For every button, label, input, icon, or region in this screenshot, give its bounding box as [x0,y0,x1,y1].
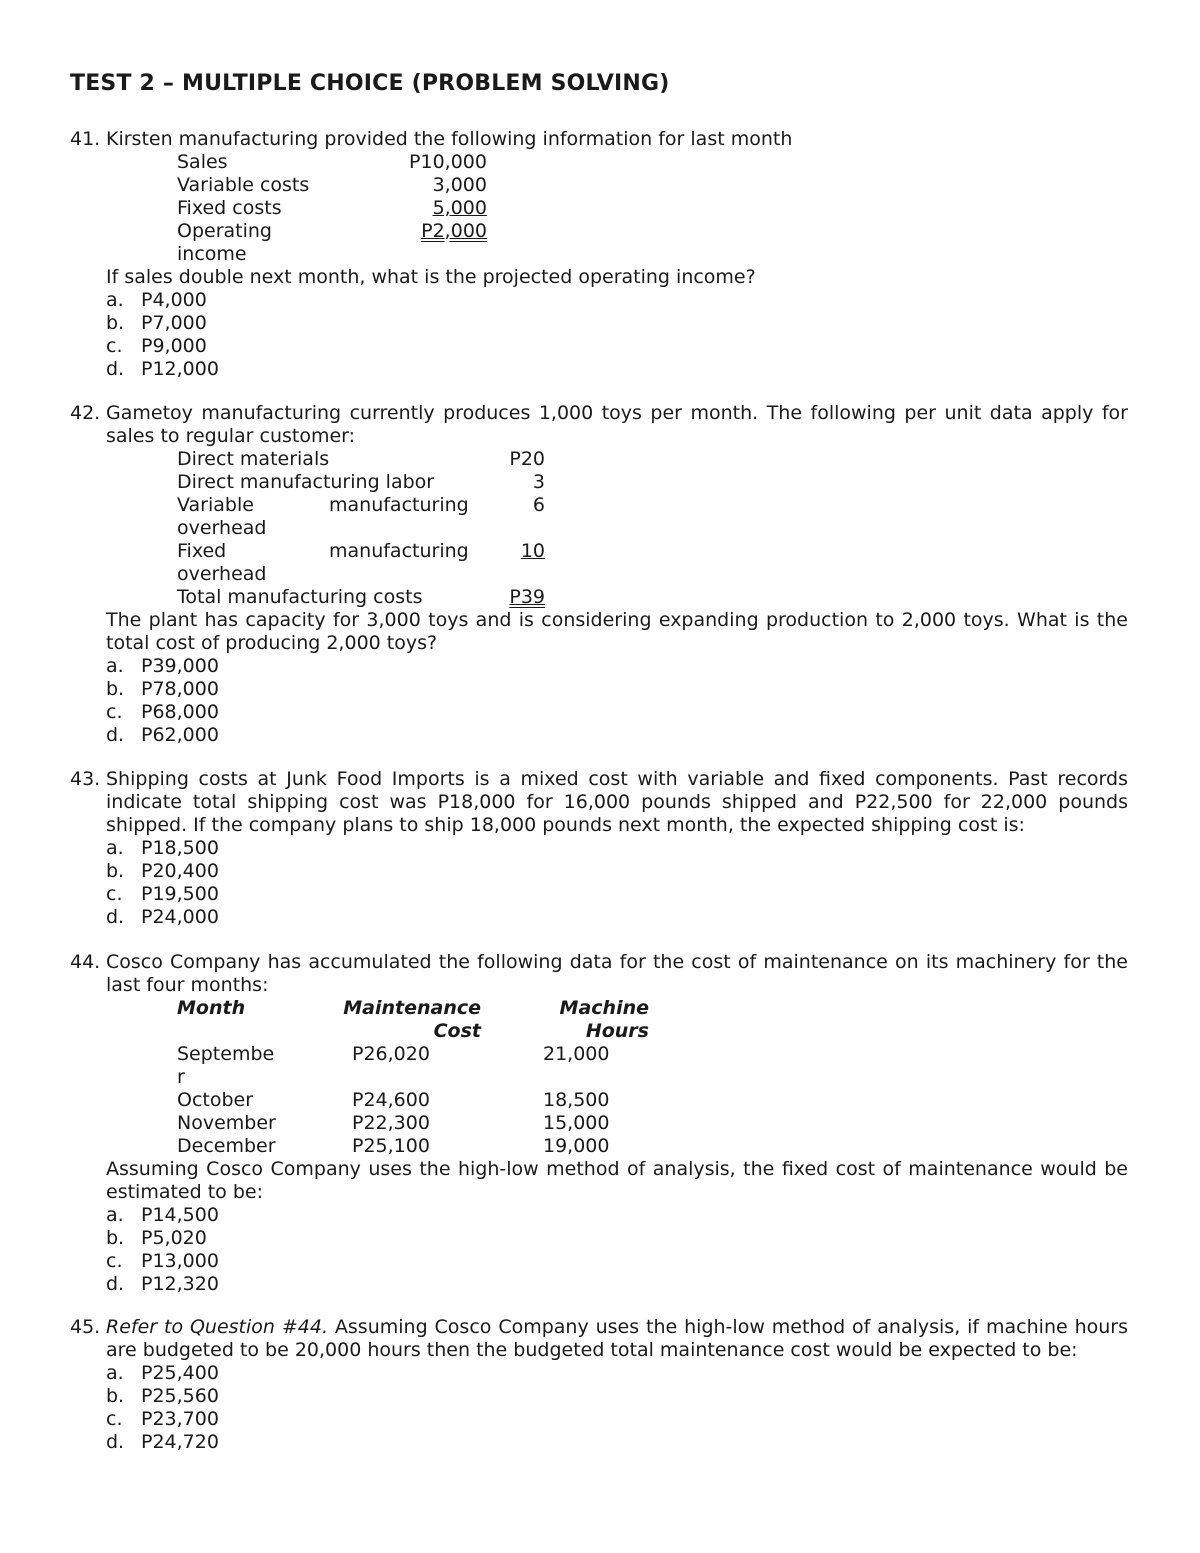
table-row [177,1135,1128,1158]
answer-options [106,837,1128,929]
column-header-month: Month [177,997,246,1019]
table-header-row [177,997,1128,1043]
table-row [177,151,1128,174]
column-header-hours: Machine [559,997,649,1019]
hours-cell: 19,000 [543,1135,610,1157]
row-label: Total manufacturing costs [177,586,423,608]
answer-options [106,1362,1128,1454]
row-value: 3,000 [432,174,487,196]
question-41 [70,128,1128,381]
month-cell: Septembe [177,1043,275,1065]
row-label-continued: overhead [177,517,267,539]
option-d[interactable]: d. P24,000 [106,906,219,928]
question-number: 41. [70,128,101,150]
option-b[interactable]: b. P20,400 [106,860,219,882]
table-row [177,540,1128,586]
column-header-hours-continued: Hours [585,1020,649,1042]
row-value: 10 [520,540,545,562]
row-value: P39 [509,586,545,608]
answer-options [106,655,1128,747]
table-row [177,1089,1128,1112]
question-text: Cosco Company has accumulated the following data for the cost of maintenance on its machinery for the last four months: [106,951,1128,996]
question-text: Shipping costs at Junk Food Imports is a mixed cost with variable and fixed components. Past records indicate total shipping cost was P18,000 for 16,000 pounds shipped and P22,500 for 22,000 pounds shipped. If the company plans to ship 18,000 pounds next month, the expected shipping cost is: [106,768,1128,836]
option-b[interactable]: b. P5,020 [106,1227,207,1249]
option-d[interactable]: d. P24,720 [106,1431,219,1453]
month-cell: October [177,1089,254,1111]
row-label: Direct materials [177,448,330,470]
answer-options [106,1204,1128,1296]
column-header-cost: Maintenance [343,997,481,1019]
row-value: 3 [532,471,545,493]
question-number: 44. [70,951,101,973]
table-row [177,586,1128,609]
month-cell-continued: r [177,1066,185,1088]
cost-cell: P22,300 [352,1112,430,1134]
option-c[interactable]: c. P23,700 [106,1408,219,1430]
row-label: Sales [177,151,228,173]
question-text [106,1316,1128,1362]
cost-cell: P26,020 [352,1043,430,1065]
row-label-continued: income [177,243,247,265]
table-row [177,197,1128,220]
question-number: 42. [70,402,101,424]
question-number: 45. [70,1316,101,1338]
question-prompt: If sales double next month, what is the projected operating income? [106,266,756,288]
hours-cell: 18,500 [543,1089,610,1111]
option-b[interactable]: b. P78,000 [106,678,219,700]
page-title: TEST 2 – MULTIPLE CHOICE (PROBLEM SOLVING) [70,71,670,96]
row-label: Direct manufacturing labor [177,471,435,493]
option-a[interactable]: a. P25,400 [106,1362,219,1384]
question-text: Gametoy manufacturing currently produces 1,000 toys per month. The following per unit data apply for sales to regular customer: [106,402,1128,447]
cost-cell: P24,600 [352,1089,430,1111]
table-row [177,1043,1128,1089]
row-label: Variable [177,494,254,516]
row-value: 5,000 [432,197,487,219]
row-label: Variable costs [177,174,310,196]
hours-cell: 21,000 [543,1043,610,1065]
question-44 [70,951,1128,1296]
option-a[interactable]: a. P14,500 [106,1204,219,1226]
question-43 [70,768,1128,929]
table-row [177,494,1128,540]
option-c[interactable]: c. P9,000 [106,335,207,357]
maintenance-table [177,997,1128,1158]
question-text-body: Assuming Cosco Company uses the high-low method of analysis, if machine hours are budgeted to be 20,000 hours then the budgeted total maintenance cost would be expected to be: [106,1316,1129,1361]
month-cell: November [177,1112,276,1134]
row-label: Fixed costs [177,197,282,219]
option-b[interactable]: b. P25,560 [106,1385,219,1407]
option-a[interactable]: a. P39,000 [106,655,219,677]
hours-cell: 15,000 [543,1112,610,1134]
income-table [177,151,1128,266]
question-prompt: The plant has capacity for 3,000 toys and is considering expanding production to 2,000 toys. What is the total cost of producing 2,000 toys? [106,609,1128,654]
option-d[interactable]: d. P12,000 [106,358,219,380]
option-d[interactable]: d. P62,000 [106,724,219,746]
question-45 [70,1316,1128,1454]
option-a[interactable]: a. P18,500 [106,837,219,859]
cost-table [177,448,1128,609]
question-number: 43. [70,768,101,790]
table-row [177,220,1128,266]
cost-cell: P25,100 [352,1135,430,1157]
row-value: P20 [509,448,545,470]
row-label-continued: overhead [177,563,267,585]
table-row [177,471,1128,494]
option-a[interactable]: a. P4,000 [106,289,207,311]
month-cell: December [177,1135,276,1157]
row-label-middle: manufacturing [329,494,469,516]
column-header-cost-continued: Cost [433,1020,481,1042]
row-label: Operating [177,220,272,242]
question-reference: Refer to Question #44. [106,1316,328,1338]
row-value: P10,000 [409,151,487,173]
option-c[interactable]: c. P68,000 [106,701,219,723]
row-value: 6 [532,494,545,516]
answer-options [106,289,1128,381]
option-d[interactable]: d. P12,320 [106,1273,219,1295]
question-42 [70,402,1128,747]
row-value: P2,000 [421,220,487,242]
question-prompt: Assuming Cosco Company uses the high-low method of analysis, the fixed cost of maintenance would be estimated to be: [106,1158,1128,1203]
option-c[interactable]: c. P19,500 [106,883,219,905]
table-row [177,174,1128,197]
question-text: Kirsten manufacturing provided the following information for last month [106,128,793,150]
row-label-middle: manufacturing [329,540,469,562]
row-label: Fixed [177,540,227,562]
table-row [177,1112,1128,1135]
option-c[interactable]: c. P13,000 [106,1250,219,1272]
option-b[interactable]: b. P7,000 [106,312,207,334]
table-row [177,448,1128,471]
